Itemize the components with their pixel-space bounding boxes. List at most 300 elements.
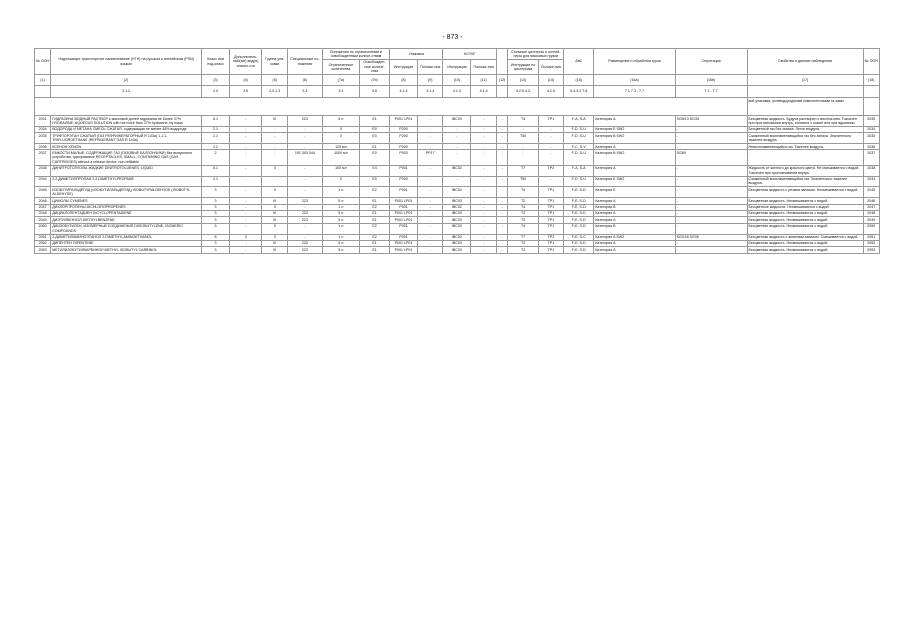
- cell-properties: Сжиженный воспламеняющийся газ без запаха. Значительно тяжелее воздуха.: [747, 133, 863, 144]
- table-row: [35, 133, 880, 144]
- cell-pkg-instr: P200: [390, 133, 418, 144]
- cell-special-provisions: 223: [287, 247, 322, 253]
- cell-class: 2.1: [202, 176, 230, 187]
- cell-ibc-prov: -: [471, 176, 497, 187]
- cell-class: 3: [202, 247, 230, 253]
- cell-limited-qty: 1 л: [322, 234, 359, 240]
- cell-un: 2050: [35, 223, 51, 234]
- column-code: 3.5: [359, 86, 389, 98]
- cell-blank: -: [496, 223, 508, 234]
- cell-stowage: Категория B SW2: [594, 133, 675, 144]
- cell-un: 2051: [35, 234, 51, 240]
- cell-ibc-instr: IBC03: [443, 217, 471, 223]
- cell-packing-group: -: [262, 126, 288, 132]
- column-code: 5.4.3.2 7.8: [564, 86, 594, 98]
- cell-ibc-prov: -: [471, 133, 497, 144]
- hdr-limited: Положения по ограниченным и освобожденным количе-ствам: [322, 49, 389, 60]
- cell-packing-group: II: [262, 223, 288, 234]
- cell-un: 2034: [35, 126, 51, 132]
- cell-ibc-instr: IBC03: [443, 247, 471, 253]
- cell-segregation: SG5/13 SG35: [675, 116, 747, 127]
- cell-excepted-qty: E2: [359, 187, 389, 198]
- cell-tank-instr: T7: [508, 234, 538, 240]
- cell-un: 2035: [35, 133, 51, 144]
- cell-blank: -: [496, 176, 508, 187]
- cell-stowage: Категория B: [594, 204, 675, 210]
- cell-name: 2-ДИМЕТИЛАМИНОЭТАНОЛ 2-DIMETHYLAMINOETHANOL: [51, 234, 202, 240]
- cell-segregation: -: [675, 210, 747, 216]
- table-row: [35, 223, 880, 234]
- cell-class: 8: [202, 234, 230, 240]
- cell-tank-prov: -: [538, 150, 564, 165]
- cell-tank-prov: TP1: [538, 116, 564, 127]
- hdr-ibc: КСГМГ: [443, 49, 496, 60]
- cell-limited-qty: 1 л: [322, 204, 359, 210]
- cell-tank-instr: T50: [508, 176, 538, 187]
- hdr-subsidiary: Дополнитель-ный(ые) вид(ы) опасно-сти: [229, 49, 261, 75]
- cell-packing-group: III: [262, 217, 288, 223]
- cell-ibc-instr: IBC02: [443, 234, 471, 240]
- cell-packing-group: II: [262, 204, 288, 210]
- cell-special-provisions: -: [287, 223, 322, 234]
- hdr-class: Класс или под-класс: [202, 49, 230, 75]
- hdr-stowage: Размещение и обработка груза: [594, 49, 675, 75]
- cell-pkg-instr: P001: [390, 234, 418, 240]
- column-number-row: [35, 75, 880, 86]
- cell-stowage: Категория B: [594, 223, 675, 234]
- column-code: 3.4: [322, 86, 359, 98]
- cell-ems: F-E, S-D: [564, 247, 594, 253]
- hdr-un-right: № ООН: [863, 49, 879, 75]
- cell-name: ТРИФТОРЭТАН СЖАТЫЙ (ГАЗ РЕФРИЖЕРАТОРНЫЙ R 143a) 1,1,1-TRIFLUOROETHANE (REFRIGERANT GAS R 143a): [51, 133, 202, 144]
- cell-pkg-instr: P001: [390, 165, 418, 176]
- cell-un: 2045: [35, 187, 51, 198]
- hdr-tank-prov: Положе-ния: [538, 59, 564, 74]
- cell-ibc-instr: IBC02: [443, 187, 471, 198]
- cell-tank-prov: TP1: [538, 204, 564, 210]
- column-code: 4.1.4: [390, 86, 418, 98]
- cell-properties: Бесцветные жидкости. Несмешиваются с водой.: [747, 204, 863, 210]
- cell-ibc-prov: -: [471, 150, 497, 165]
- cell-tank-instr: -: [508, 144, 538, 150]
- cell-special-provisions: -: [287, 144, 322, 150]
- hdr-ibc-prov: Положе-ния: [471, 59, 497, 74]
- cell-properties: Невоспламеняющийся газ. Тяжелее воздуха.: [747, 144, 863, 150]
- cell-ems: F-A, S-A: [564, 116, 594, 127]
- column-number: (8): [390, 75, 418, 86]
- cell-special-provisions: 191 303 344: [287, 150, 322, 165]
- cell-name: 2,2-ДИМЕТИЛПРОПАН 2,2-DIMETHYLPROPANE: [51, 176, 202, 187]
- table-row: [35, 116, 880, 127]
- cell-un-right: 2038: [863, 165, 879, 176]
- hdr-special-provisions: Специальные по-ложения: [287, 49, 322, 75]
- cell-ems: F-A, S-A: [564, 165, 594, 176]
- cell-un-right: 2044: [863, 176, 879, 187]
- cell-un: 2044: [35, 176, 51, 187]
- cell-special-provisions: 223: [287, 210, 322, 216]
- cell-tank-instr: T50: [508, 133, 538, 144]
- cell-un: 2052: [35, 240, 51, 246]
- cell-tank-prov: TP1: [538, 247, 564, 253]
- cell-packing-group: III: [262, 247, 288, 253]
- hdr-excepted-qty: Освобожден-ные количе-ства: [359, 59, 389, 74]
- cell-blank: -: [496, 165, 508, 176]
- hdr-ems: АвС: [564, 49, 594, 75]
- cell-ems: F-D, S-U: [564, 126, 594, 132]
- hdr-limited-qty: Ограниченные количества: [322, 59, 359, 74]
- cell-excepted-qty: E2: [359, 234, 389, 240]
- cell-ibc-prov: -: [471, 144, 497, 150]
- table-row: [35, 150, 880, 165]
- cell-limited-qty: 5 л: [322, 240, 359, 246]
- cell-name: ДИЦИКЛОПЕНТАДИЕН DICYCLOPENTADIENE: [51, 210, 202, 216]
- column-code: 2.0: [229, 86, 261, 98]
- cell-ibc-prov: -: [471, 217, 497, 223]
- cell-excepted-qty: E1: [359, 198, 389, 204]
- cell-un: 2046: [35, 198, 51, 204]
- cell-class: 3: [202, 204, 230, 210]
- cell-name: ГИДРАЗИНА ВОДНЫЙ РАСТВОР с массовой долей гидразина не более 37% HYDRAZINE, AQUEOUS SOLUTION with not more than 37% hydrazine, by mass: [51, 116, 202, 127]
- table-row: [35, 176, 880, 187]
- cell-un: 2053: [35, 247, 51, 253]
- cell-excepted-qty: E2: [359, 204, 389, 210]
- cell-subsidiary: -: [229, 133, 261, 144]
- hdr-packing-group: Группа упа-ковки: [262, 49, 288, 75]
- cell-tank-prov: -: [538, 126, 564, 132]
- cell-subsidiary: -: [229, 204, 261, 210]
- cell-tank-instr: T4: [508, 223, 538, 234]
- cell-un-right: 2050: [863, 223, 879, 234]
- cell-tank-instr: T2: [508, 217, 538, 223]
- cell-stowage: Категория A: [594, 240, 675, 246]
- cell-special-provisions: 223: [287, 198, 322, 204]
- cell-ibc-prov: -: [471, 223, 497, 234]
- cell-stowage: Категория A: [594, 198, 675, 204]
- cell-pkg-prov: -: [417, 187, 443, 198]
- cell-name: ЦИМОЛЫ CYMENES: [51, 198, 202, 204]
- cell-blank: -: [496, 144, 508, 150]
- cell-segregation: -: [675, 240, 747, 246]
- cell-properties: Бесцветная жидкость. Несмешивается с водой.: [747, 240, 863, 246]
- cell-subsidiary: -: [229, 223, 261, 234]
- cell-blank: -: [496, 210, 508, 216]
- cell-tank-instr: -: [508, 150, 538, 165]
- cell-class: 2.1: [202, 133, 230, 144]
- table-row: [35, 187, 880, 198]
- cell-subsidiary: -: [229, 176, 261, 187]
- hdr-pkg-prov: Положе-ния: [417, 59, 443, 74]
- cell-packing-group: III: [262, 198, 288, 204]
- cell-ems: F-D, S-U: [564, 176, 594, 187]
- cell-class: 6.1: [202, 165, 230, 176]
- cell-un-right: 2034: [863, 126, 879, 132]
- hdr-tanks: Съемные цистерны и контей-неры для массовых грузов: [508, 49, 564, 60]
- column-code-row: [35, 86, 880, 98]
- cell-excepted-qty: E0: [359, 126, 389, 132]
- cell-name: ДИИЗОБУТИЛЕН, ИЗОМЕРНЫЕ СОЕДИНЕНИЯ DIISOBUTYLENE, ISOMERIC COMPOUNDS: [51, 223, 202, 234]
- column-code: [496, 86, 508, 98]
- column-number: (15): [564, 75, 594, 86]
- cell-tank-prov: TP1: [538, 210, 564, 216]
- table-row: [35, 165, 880, 176]
- cell-ibc-instr: IBC02: [443, 223, 471, 234]
- column-code: 4.1.4: [471, 86, 497, 98]
- cell-pkg-prov: -: [417, 217, 443, 223]
- cell-blank: -: [496, 133, 508, 144]
- cell-limited-qty: 0: [322, 176, 359, 187]
- cell-blank: -: [496, 217, 508, 223]
- cell-segregation: -: [675, 165, 747, 176]
- cell-excepted-qty: E0: [359, 150, 389, 165]
- column-code: 7.2 - 7.7: [675, 86, 747, 98]
- cell-blank: -: [496, 116, 508, 127]
- column-code: 2.0.1.3: [262, 86, 288, 98]
- dangerous-goods-table: [34, 48, 880, 254]
- column-number: (7b): [359, 75, 389, 86]
- cell-excepted-qty: E0: [359, 133, 389, 144]
- cell-pkg-prov: -: [417, 204, 443, 210]
- cell-tank-instr: T7: [508, 165, 538, 176]
- cell-properties: Бесцветный газ без запаха. Легче воздуха.: [747, 126, 863, 132]
- cell-limited-qty: 5 л: [322, 210, 359, 216]
- cell-tank-instr: T2: [508, 210, 538, 216]
- column-number: (6): [287, 75, 322, 86]
- cell-ibc-instr: IBC03: [443, 116, 471, 127]
- cell-tank-prov: TP1: [538, 198, 564, 204]
- cell-segregation: -: [675, 247, 747, 253]
- cell-class: 3: [202, 223, 230, 234]
- page-number: - 873 -: [442, 34, 463, 41]
- cell-un-right: 2048: [863, 210, 879, 216]
- cell-class: 3: [202, 187, 230, 198]
- cell-class: 2.1: [202, 126, 230, 132]
- cell-pkg-instr: P001: [390, 187, 418, 198]
- column-number: (1): [35, 75, 51, 86]
- cell-ibc-prov: -: [471, 240, 497, 246]
- cell-limited-qty: 1 л: [322, 187, 359, 198]
- cell-ibc-prov: -: [471, 126, 497, 132]
- column-code: 2.0: [202, 86, 230, 98]
- cell-limited-qty: 0: [322, 133, 359, 144]
- cell-un-right: 2035: [863, 133, 879, 144]
- cell-special-provisions: -: [287, 234, 322, 240]
- column-number: (10): [443, 75, 471, 86]
- cell-segregation: -: [675, 187, 747, 198]
- cell-un: 2048: [35, 210, 51, 216]
- cell-ibc-instr: IBC02: [443, 165, 471, 176]
- cell-stowage: Категория A: [594, 217, 675, 223]
- column-code: [35, 86, 51, 98]
- cell-pkg-instr: P001 LP01: [390, 210, 418, 216]
- cell-properties: Бесцветная жидкость. Несмешивается с водой.: [747, 198, 863, 204]
- cell-ems: F-E, S-D: [564, 217, 594, 223]
- column-number: (9): [417, 75, 443, 86]
- cell-ibc-prov: -: [471, 204, 497, 210]
- cell-limited-qty: 5 л: [322, 217, 359, 223]
- cell-pkg-prov: -: [417, 210, 443, 216]
- cell-properties: Бесцветная жидкость. Несмешивается с водой.: [747, 210, 863, 216]
- cell-tank-instr: T2: [508, 240, 538, 246]
- cell-name: ДИЭТИЛБЕНЗОЛ DIETHYLBENZENE: [51, 217, 202, 223]
- cell-ibc-instr: IBC03: [443, 240, 471, 246]
- cell-ibc-instr: -: [443, 176, 471, 187]
- cell-excepted-qty: E1: [359, 240, 389, 246]
- cell-tank-instr: T2: [508, 198, 538, 204]
- cell-packing-group: III: [262, 240, 288, 246]
- cell-segregation: -: [675, 133, 747, 144]
- cell-segregation: -: [675, 204, 747, 210]
- cell-limited-qty: 1 л: [322, 223, 359, 234]
- cell-ibc-prov: -: [471, 187, 497, 198]
- cell-subsidiary: -: [229, 217, 261, 223]
- cell-ibc-prov: -: [471, 210, 497, 216]
- cell-pkg-prov: -: [417, 198, 443, 204]
- table-row: [35, 247, 880, 253]
- cell-name: МЕТИЛИЗОБУТИЛКАРБИНОЛ METHYL ISOBUTYL CARBINOL: [51, 247, 202, 253]
- cell-excepted-qty: E2: [359, 223, 389, 234]
- column-number: (14): [538, 75, 564, 86]
- cell-pkg-instr: P001 LP01: [390, 217, 418, 223]
- cell-subsidiary: -: [229, 198, 261, 204]
- cell-name: ИЗОБУТИРАЛЬДЕГИД (ИЗОБУТИЛАЛЬДЕГИД) ISOBUTYRALDEHYDE (ISOBUTYL ALDEHYDE): [51, 187, 202, 198]
- cell-properties: Бесцветная жидкость с аминным запахом. Смешивается с водой.: [747, 234, 863, 240]
- cell-un-right: 2036: [863, 144, 879, 150]
- column-code: 4.2.5 4.3: [508, 86, 538, 98]
- cell-properties: -: [747, 150, 863, 165]
- cell-pkg-prov: -: [417, 234, 443, 240]
- cell-un-right: 2045: [863, 187, 879, 198]
- cell-properties: Бесцветная жидкость с резким запахом. Несмешивается с водой.: [747, 187, 863, 198]
- cell-segregation: -: [675, 144, 747, 150]
- cell-packing-group: II: [262, 187, 288, 198]
- cell-segregation: -: [675, 217, 747, 223]
- cell-blank: -: [496, 187, 508, 198]
- cell-limited-qty: 120 мл: [322, 144, 359, 150]
- cell-properties: Бесцветная жидкость. Будучи растворен с воспла-ним. Токсичен при проглатывании внутрь, контакте с кожей или при вдыхании.: [747, 116, 863, 127]
- hdr-ibc-instr: Инструкции: [443, 59, 471, 74]
- column-number: (3): [202, 75, 230, 86]
- cell-subsidiary: -: [229, 150, 261, 165]
- cell-subsidiary: -: [229, 187, 261, 198]
- cell-segregation: SGG18 SG35: [675, 234, 747, 240]
- cell-special-provisions: 223: [287, 240, 322, 246]
- cell-class: 3: [202, 217, 230, 223]
- cell-stowage: Категория A: [594, 247, 675, 253]
- cell-special-provisions: -: [287, 165, 322, 176]
- column-number: (4): [229, 75, 261, 86]
- hdr-pkg-instr: Инструкции: [390, 59, 418, 74]
- cell-un-right: 2037: [863, 150, 879, 165]
- cell-excepted-qty: E1: [359, 210, 389, 216]
- cell-ibc-instr: -: [443, 126, 471, 132]
- cell-pkg-prov: -: [417, 133, 443, 144]
- cell-class: 3: [202, 240, 230, 246]
- cell-tank-prov: -: [538, 144, 564, 150]
- cell-pkg-instr: P001 LP01: [390, 198, 418, 204]
- cell-subsidiary: -: [229, 210, 261, 216]
- cell-ibc-prov: -: [471, 165, 497, 176]
- column-number: (5): [262, 75, 288, 86]
- cell-pkg-instr: P200: [390, 126, 418, 132]
- cell-tank-instr: -: [508, 126, 538, 132]
- cell-stowage: Категория E SW2: [594, 126, 675, 132]
- cell-blank: -: [496, 204, 508, 210]
- cell-pkg-instr: P001: [390, 223, 418, 234]
- column-code: [747, 86, 863, 98]
- column-number: (2): [51, 75, 202, 86]
- cell-limited-qty: 1000 мл: [322, 150, 359, 165]
- cell-special-provisions: -: [287, 187, 322, 198]
- cell-limited-qty: 5 л: [322, 247, 359, 253]
- cell-ibc-prov: -: [471, 116, 497, 127]
- cell-name: ДИХЛОРПРОПЕНЫ DICHLOROPROPENES: [51, 204, 202, 210]
- cell-un: 2049: [35, 217, 51, 223]
- column-number: (13): [508, 75, 538, 86]
- cell-stowage: Категория A: [594, 144, 675, 150]
- cell-blank: -: [496, 247, 508, 253]
- cell-name: ДИПЕНТЕН DIPENTENE: [51, 240, 202, 246]
- cell-un-right: 2051: [863, 234, 879, 240]
- cell-pkg-prov: PP17: [417, 150, 443, 165]
- cell-un: 2037: [35, 150, 51, 165]
- cell-packing-group: III: [262, 210, 288, 216]
- hdr-segregation: Сегрегация: [675, 49, 747, 75]
- cell-segregation: -: [675, 198, 747, 204]
- cell-un-right: 2047: [863, 204, 879, 210]
- cell-un-right: 2046: [863, 198, 879, 204]
- cell-class: 6.1: [202, 116, 230, 127]
- cell-name: ЕМКОСТИ МАЛЫЕ, СОДЕРЖАЩИЕ ГАЗ (ГАЗОВЫЕ БАЛЛОНЧИКИ) без выпускного устройства, одноразовые RECEPTACLES, SMALL, CONTAINING GAS (GAS CARTRIDGES) without a release device, non-refillable: [51, 150, 202, 165]
- cell-packing-group: II: [262, 165, 288, 176]
- cell-ibc-instr: IBC02: [443, 204, 471, 210]
- cell-pkg-prov: -: [417, 247, 443, 253]
- cell-ems: F-E, S-D: [564, 187, 594, 198]
- cell-properties: Сжиженный воспламеняющийся газ. Значительно тяжелее воздуха.: [747, 176, 863, 187]
- cell-stowage: Категория E: [594, 187, 675, 198]
- cell-subsidiary: -: [229, 116, 261, 127]
- cell-class: 2.2: [202, 144, 230, 150]
- cell-subsidiary: -: [229, 126, 261, 132]
- cell-class: 3: [202, 210, 230, 216]
- cell-un: 2036: [35, 144, 51, 150]
- cell-pkg-prov: -: [417, 144, 443, 150]
- cell-tank-prov: TP1: [538, 217, 564, 223]
- cell-stowage: Категория A SW2: [594, 234, 675, 240]
- cell-subsidiary: -: [229, 144, 261, 150]
- cell-special-provisions: -: [287, 176, 322, 187]
- cell-special-provisions: 223: [287, 217, 322, 223]
- cell-ibc-prov: -: [471, 247, 497, 253]
- cell-packing-group: -: [262, 144, 288, 150]
- cell-ems: F-E, S-D: [564, 240, 594, 246]
- cell-tank-prov: TP2: [538, 165, 564, 176]
- cell-excepted-qty: E0: [359, 176, 389, 187]
- column-code: [863, 86, 879, 98]
- cell-tank-prov: TP1: [538, 187, 564, 198]
- cell-properties: Бесцветная жидкость. Несмешивается с водой.: [747, 217, 863, 223]
- cell-ems: F-E, S-D: [564, 198, 594, 204]
- cell-ems: F-E, S-D: [564, 210, 594, 216]
- cell-limited-qty: 5 л: [322, 198, 359, 204]
- cell-tank-prov: TP1: [538, 223, 564, 234]
- cell-blank: -: [496, 150, 508, 165]
- cell-pkg-prov: -: [417, 126, 443, 132]
- cell-pkg-prov: -: [417, 223, 443, 234]
- cell-pkg-instr: P001 LP01: [390, 116, 418, 127]
- cell-packing-group: II: [262, 234, 288, 240]
- cell-excepted-qty: E1: [359, 217, 389, 223]
- cell-un-right: 2052: [863, 240, 879, 246]
